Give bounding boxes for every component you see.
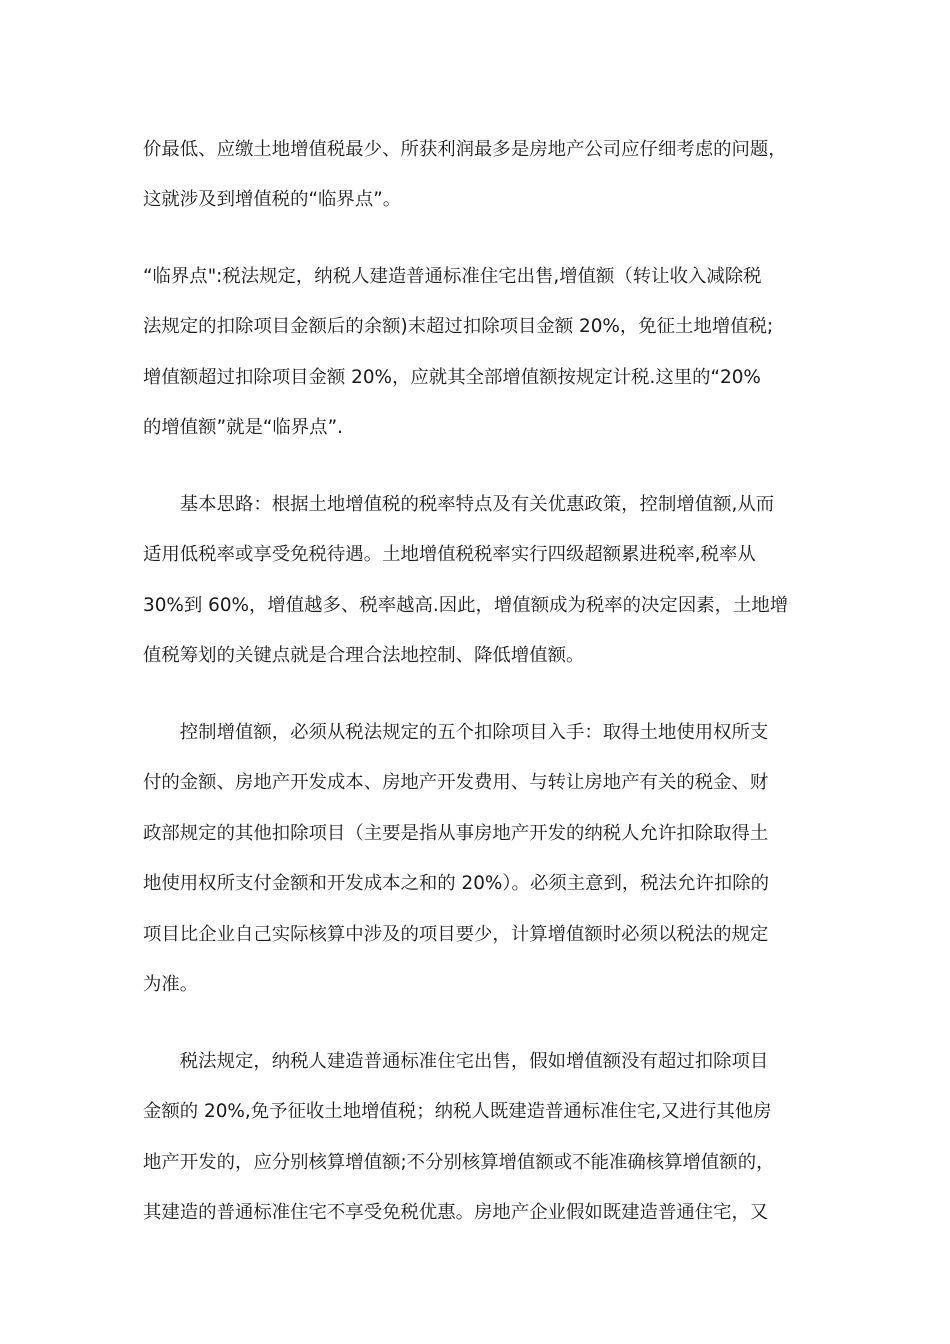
text-line: 这就涉及到增值税的“临界点”。: [143, 189, 402, 210]
document-body: [143, 125, 808, 1265]
text-line: 的增值额”就是“临界点”.: [143, 417, 343, 438]
text-line: 控制增值额，必须从税法规定的五个扣除项目入手：取得土地使用权所支: [143, 721, 769, 743]
text-line: 项目比企业自己实际核算中涉及的项目要少，计算增值额时必须以税法的规定: [143, 923, 769, 945]
text-line: 税法规定，纳税人建造普通标准住宅出售，假如增值额没有超过扣除项目: [143, 1050, 769, 1072]
text-line: 其建造的普通标准住宅不享受免税优惠。房地产企业假如既建造普通住宅，又: [143, 1202, 769, 1223]
text-line: 价最低、应缴土地增值税最少、所获利润最多是房地产公司应仔细考虑的问题，: [143, 139, 787, 160]
text-line: 地产开发的，应分别核算增值额;不分别核算增值额或不能准确核算增值额的，: [143, 1151, 775, 1173]
paragraph: [143, 252, 808, 454]
text-line: 适用低税率或享受免税待遇。土地增值税税率实行四级超额累进税率,税率从: [143, 544, 756, 565]
text-line: 值税筹划的关键点就是合理合法地控制、降低增值额。: [143, 645, 585, 666]
paragraph: [143, 480, 808, 682]
paragraph: [143, 125, 808, 226]
paragraph: [143, 708, 808, 1011]
text-line: 付的金额、房地产开发成本、房地产开发费用、与转让房地产有关的税金、财: [143, 772, 769, 793]
text-line: 金额的 20%,免予征收土地增值税；纳税人既建造普通标准住宅,又进行其他房: [143, 1101, 772, 1122]
text-line: 为准。: [143, 974, 199, 995]
text-line: 30%到 60%，增值越多、税率越高.因此，增值额成为税率的决定因素，土地增: [143, 594, 789, 616]
paragraph: [143, 1037, 808, 1239]
text-line: 地使用权所支付金额和开发成本之和的 20%）。必须主意到，税法允许扣除的: [143, 873, 770, 894]
text-line: 增值额超过扣除项目金额 20%，应就其全部增值额按规定计税.这里的“20%: [143, 366, 761, 388]
text-line: 法规定的扣除项目金额后的余额)末超过扣除项目金额 20%，免征土地增值税;: [143, 316, 774, 337]
text-line: 基本思路：根据土地增值税的税率特点及有关优惠政策，控制增值额,从而: [143, 493, 775, 515]
text-line: 政部规定的其他扣除项目（主要是指从事房地产开发的纳税人允许扣除取得土: [143, 822, 769, 844]
text-line: “临界点":税法规定，纳税人建造普通标准住宅出售,增值额（转让收入减除税: [143, 265, 762, 287]
